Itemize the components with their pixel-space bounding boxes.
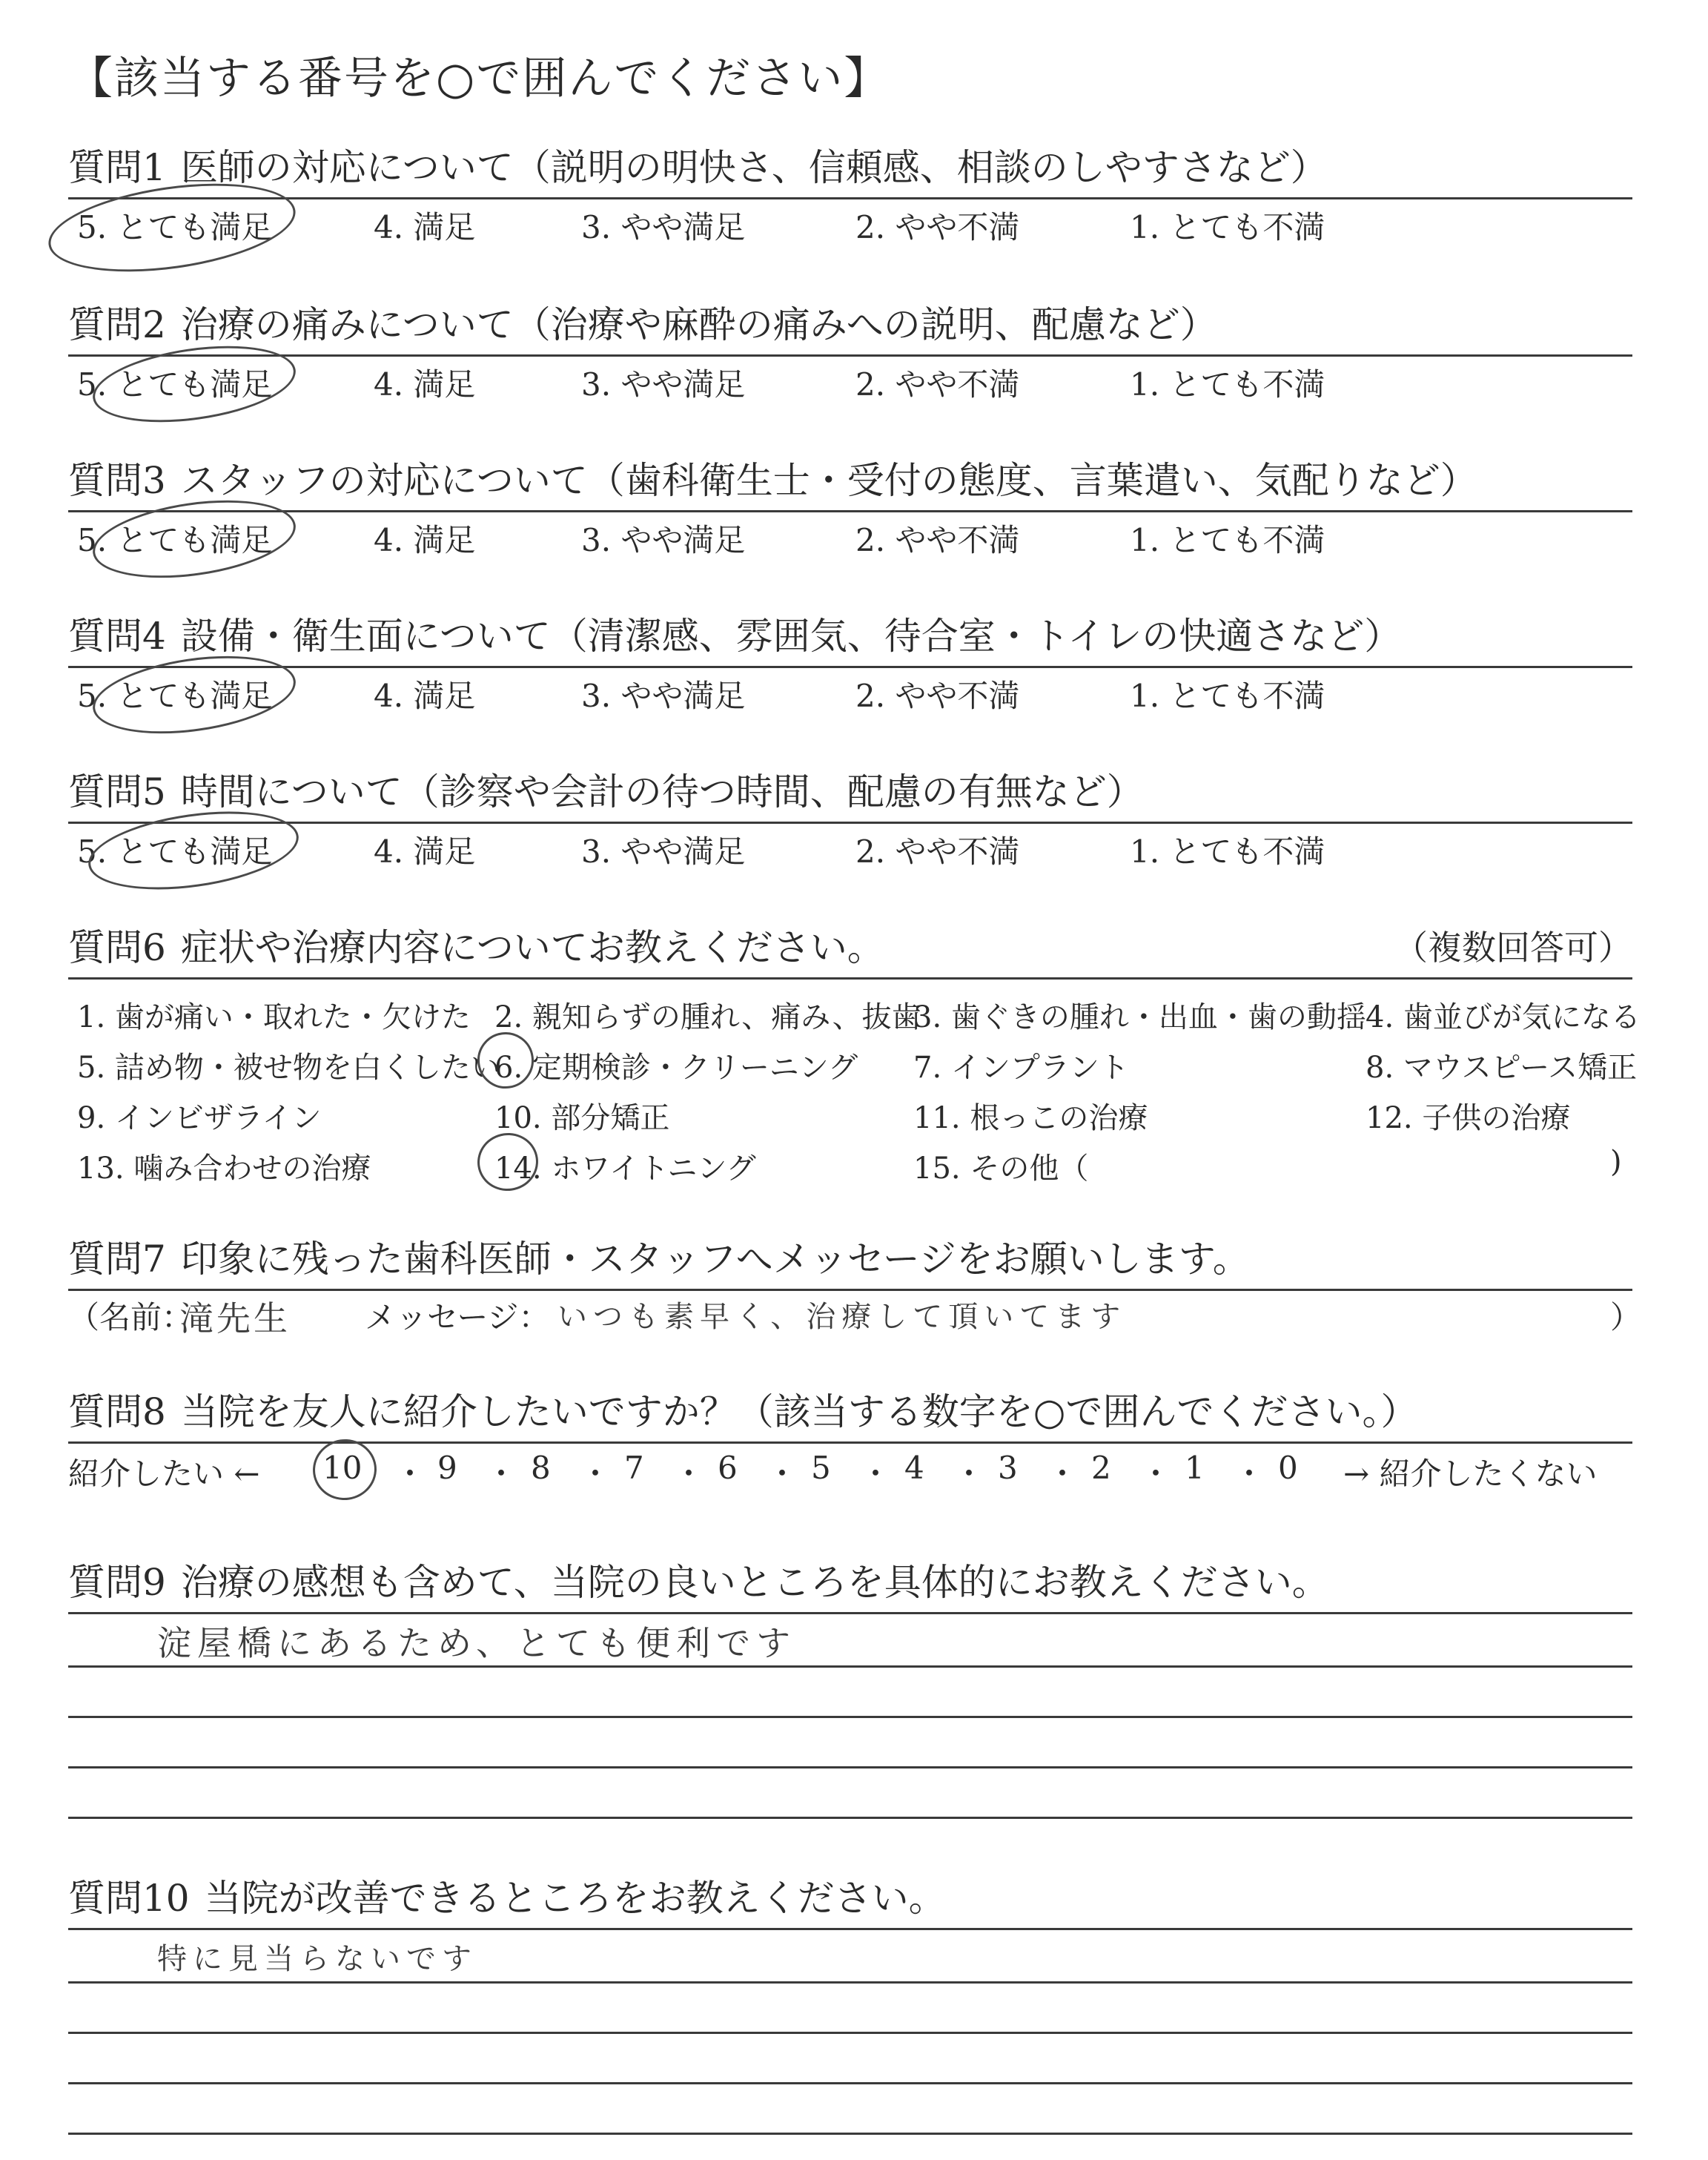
checkbox-item-7[interactable]: 7. インプラント [913,1051,1129,1085]
checkbox-item-1[interactable]: 1. 歯が痛い・取れた・欠けた [77,1000,471,1034]
question-number: 質問3 [68,459,166,502]
answer-text[interactable]: 特に見当らないです [157,1942,477,1976]
question-number: 質問2 [68,303,166,346]
option-4[interactable]: 4. 満足 [374,366,476,403]
scale-1[interactable]: 1 [1185,1450,1205,1486]
question-title: 設備・衛生面について（清潔感、雰囲気、待合室・トイレの快適さなど） [180,615,1402,658]
checkbox-item-2[interactable]: 2. 親知らずの腫れ、痛み、抜歯 [494,1000,921,1034]
message-value[interactable]: いつも素早く、治療して頂いてます [557,1300,1127,1334]
option-2[interactable]: 2. やや不満 [855,522,1020,558]
divider [68,1289,1632,1291]
question-8 [68,1385,1632,1439]
scale-0[interactable]: 0 [1278,1450,1298,1486]
divider [68,822,1632,824]
option-5[interactable]: 5. とても満足 [77,833,273,870]
question-title: スタッフの対応について（歯科衛生士・受付の態度、言葉遣い、気配りなど） [180,459,1477,502]
scale-dot: ・ [673,1456,705,1492]
option-1[interactable]: 1. とても不満 [1130,209,1325,245]
question-title: 当院を友人に紹介したいですか？（該当する数字を○で囲んでください。） [180,1390,1418,1433]
scale-8[interactable]: 8 [531,1450,551,1486]
question-number: 質問6 [68,926,166,969]
question-7 [68,1232,1642,1338]
option-2[interactable]: 2. やや不満 [855,209,1020,245]
message-label: メッセージ： [365,1299,550,1335]
selection-circle-10 [309,1435,381,1504]
scale-7[interactable]: 7 [624,1450,644,1486]
option-4[interactable]: 4. 満足 [374,522,476,558]
option-1[interactable]: 1. とても不満 [1130,833,1325,870]
option-2[interactable]: 2. やや不満 [855,678,1020,714]
question-title: 当院が改善できるところをお教えください。 [204,1877,946,1920]
question-title: 印象に残った歯科医師・スタッフへメッセージをお願いします。 [180,1238,1250,1281]
rating-options [77,516,1634,561]
option-2[interactable]: 2. やや不満 [855,833,1020,870]
option-1[interactable]: 1. とても不満 [1130,678,1325,714]
answer-line [68,1612,1632,1614]
question-2 [68,298,1632,403]
option-3[interactable]: 3. やや満足 [581,678,746,714]
question-5 [68,765,1632,870]
answer-line [68,1981,1632,1984]
checkbox-item-11[interactable]: 11. 根っこの治療 [913,1101,1148,1135]
divider [68,510,1632,512]
scale-dot: ・ [486,1456,517,1492]
answer-line [68,1766,1632,1768]
rating-options [77,203,1634,248]
question-title: 治療の痛みについて（治療や麻酔の痛みへの説明、配慮など） [180,303,1217,346]
option-3[interactable]: 3. やや満足 [581,833,746,870]
answer-line [68,2133,1632,2135]
answer-line [68,2032,1632,2034]
answer-line [68,1716,1632,1718]
option-4[interactable]: 4. 満足 [374,833,476,870]
question-1 [68,141,1632,245]
option-2[interactable]: 2. やや不満 [855,366,1020,403]
scale-5[interactable]: 5 [811,1450,831,1486]
question-title: 時間について（診察や会計の待つ時間、配慮の有無など） [180,770,1144,813]
question-title: 医師の対応について（説明の明快さ、信頼感、相談のしやすさなど） [180,146,1328,189]
scale-right-label: → 紹介したくない [1343,1456,1598,1492]
question-number: 質問4 [68,615,166,658]
close-paren: ） [1610,1299,1642,1335]
checkbox-item-15[interactable]: 15. その他（ [913,1152,1089,1186]
checkbox-item-10[interactable]: 10. 部分矯正 [494,1101,670,1135]
option-3[interactable]: 3. やや満足 [581,522,746,558]
option-5[interactable]: 5. とても満足 [77,522,273,558]
question-number: 質問7 [68,1238,166,1281]
question-number: 質問9 [68,1561,166,1604]
option-5[interactable]: 5. とても満足 [77,209,273,245]
checkbox-item-13[interactable]: 13. 噛み合わせの治療 [77,1152,371,1186]
checkbox-item-12[interactable]: 12. 子供の治療 [1366,1101,1571,1135]
answer-line [68,1928,1632,1930]
option-5[interactable]: 5. とても満足 [77,678,273,714]
divider [68,354,1632,357]
checkbox-item-14[interactable]: 14. ホワイトニング [494,1152,756,1186]
question-title: 症状や治療内容についてお教えください。 [180,926,884,969]
question-9 [68,1556,1632,1830]
answer-text[interactable]: 淀屋橋にあるため、とても便利です [157,1623,797,1663]
scale-dot: ・ [860,1456,892,1492]
answer-line [68,2082,1632,2084]
question-number: 質問5 [68,770,166,813]
question-title: 治療の感想も含めて、当院の良いところを具体的にお教えください。 [180,1561,1329,1604]
multiple-answer-note: （複数回答可） [1394,928,1632,968]
rating-options [77,360,1634,405]
scale-dot: ・ [580,1456,612,1492]
checkbox-item-9[interactable]: 9. インビザライン [77,1101,322,1135]
question-number: 質問8 [68,1390,166,1433]
scale-dot: ・ [767,1456,798,1492]
checkbox-item-8[interactable]: 8. マウスピース矯正 [1366,1051,1638,1085]
scale-dot: ・ [1140,1456,1172,1492]
scale-4[interactable]: 4 [904,1450,924,1486]
answer-line [68,1665,1632,1668]
question-4 [68,610,1632,714]
question-number: 質問1 [68,146,166,189]
rating-options [77,828,1634,872]
scale-dot: ・ [1234,1456,1265,1492]
option-4[interactable]: 4. 満足 [374,678,476,714]
option-1[interactable]: 1. とても不満 [1130,366,1325,403]
name-value[interactable]: 滝先生 [179,1298,291,1338]
rating-options [77,672,1634,716]
divider [68,666,1632,668]
recommend-scale [68,1450,1632,1502]
option-1[interactable]: 1. とても不満 [1130,522,1325,558]
option-3[interactable]: 3. やや満足 [581,209,746,245]
divider [68,1441,1632,1444]
divider [68,977,1632,980]
other-close-paren: ) [1610,1145,1622,1179]
scale-9[interactable]: 9 [437,1450,457,1486]
checkbox-item-6[interactable]: 6. 定期検診・クリーニング [494,1051,858,1085]
question-3 [68,454,1632,558]
checkbox-item-4[interactable]: 4. 歯並びが気になる [1366,1000,1641,1034]
scale-dot: ・ [953,1456,985,1492]
option-5[interactable]: 5. とても満足 [77,366,273,403]
question-6 [68,921,1641,1218]
answer-line [68,1817,1632,1819]
divider [68,197,1632,199]
scale-left-label: 紹介したい ← [68,1456,260,1492]
name-label: （名前： [68,1299,193,1335]
scale-10[interactable]: 10 [322,1450,363,1486]
question-number: 質問10 [68,1877,190,1920]
scale-dot: ・ [1047,1456,1079,1492]
checkbox-item-5[interactable]: 5. 詰め物・被せ物を白くしたい [77,1051,500,1085]
option-4[interactable]: 4. 満足 [374,209,476,245]
form-header: 【該当する番号を○で囲んでください】 [68,53,890,105]
checkbox-item-3[interactable]: 3. 歯ぐきの腫れ・出血・歯の動揺 [913,1000,1366,1034]
option-3[interactable]: 3. やや満足 [581,366,746,403]
scale-3[interactable]: 3 [998,1450,1018,1486]
scale-6[interactable]: 6 [718,1450,738,1486]
question-10 [68,1872,1632,2146]
scale-2[interactable]: 2 [1091,1450,1111,1486]
scale-dot: ・ [394,1456,426,1492]
